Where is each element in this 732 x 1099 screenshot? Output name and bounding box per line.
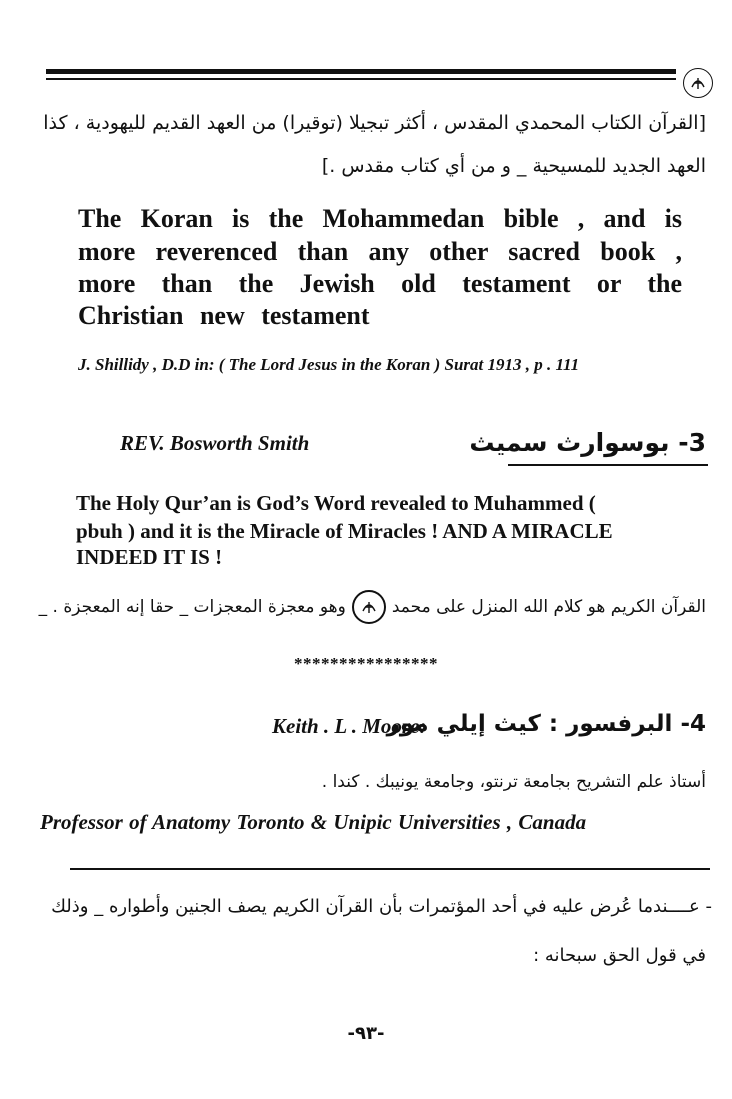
header-rule-thin (46, 78, 676, 80)
section3-arabic-line (39, 590, 706, 624)
footnote-rule (70, 868, 710, 870)
footnote-line2: في قول الحق سبحانه : (533, 945, 706, 966)
intro-arabic-line2: العهد الجديد للمسيحية _ و من أي كتاب مقدس .] (321, 155, 706, 177)
section4-name-en: Keith . L . Moore: (272, 714, 427, 738)
section3-name-en: REV. Bosworth Smith (120, 431, 310, 455)
quote1-line4: Christian new testament (78, 301, 370, 330)
section4-title-en: Professor of Anatomy Toronto & Unipic Universities , Canada (40, 810, 587, 834)
intro-arabic-line1: [القرآن الكتاب المحمدي المقدس ، أكثر تبجيلا (توقيرا) من العهد القديم لليهودية ، كذا (43, 112, 706, 134)
header-rule-thick (46, 69, 676, 74)
quote1-line3: more than the Jewish old testament or the (78, 269, 682, 298)
citation1: J. Shillidy , D.D in: ( The Lord Jesus in the Koran ) Surat 1913 , p . 111 (78, 355, 580, 374)
section3-quote-line1: The Holy Qur’an is God’s Word revealed to Muhammed ( (76, 491, 596, 515)
section4-title-ar: أستاذ علم التشريح بجامعة ترنتو، وجامعة يونيبك . كندا . (321, 772, 706, 792)
section3-arabic-part1: القرآن الكريم هو كلام الله المنزل على محمد (391, 597, 706, 617)
footnote-line1: - عــــندما عُرض عليه في أحد المؤتمرات بأن القرآن الكريم يصف الجنين وأطواره _ وذلك (51, 896, 712, 917)
quote1-line2: more reverenced than any other sacred book , (78, 237, 682, 266)
section3-quote-line2: pbuh ) and it is the Miracle of Miracles ! AND A MIRACLE (76, 519, 613, 543)
separator-stars: **************** (294, 654, 438, 673)
pbuh-seal-icon (352, 590, 386, 624)
section4-name-ar: 4- البرفسور : كيث إيلي مور (386, 711, 706, 737)
pbuh-seal-icon (683, 68, 713, 98)
page-number: -٩٣- (347, 1023, 385, 1044)
section3-underline (508, 464, 708, 466)
section3-name-ar: 3- بوسوارث سميث (469, 428, 706, 457)
section3-quote-line3: INDEED IT IS ! (76, 545, 223, 569)
quote1-line1: The Koran is the Mohammedan bible , and is (78, 204, 682, 233)
section3-arabic-part2: وهو معجزة المعجزات _ حقا إنه المعجزة . _ (38, 597, 346, 617)
